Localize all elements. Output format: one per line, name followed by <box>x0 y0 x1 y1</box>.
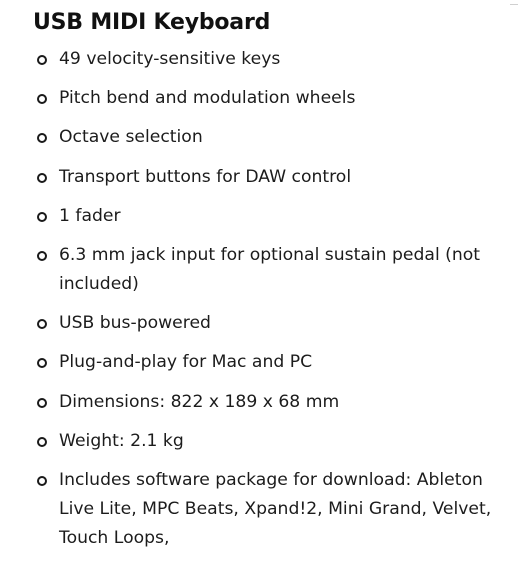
feature-item-weight <box>33 427 504 456</box>
feature-text: Pitch bend and modulation wheels <box>59 88 356 109</box>
feature-text: 1 fader <box>59 205 121 226</box>
feature-text: 6.3 mm jack input for optional sustain pedal (not included) <box>59 244 481 294</box>
feature-text: Octave selection <box>59 127 203 148</box>
feature-item-transport <box>33 163 504 192</box>
feature-item-octave <box>33 123 504 152</box>
feature-item-plug-and-play <box>33 348 504 377</box>
bullet-circle-icon <box>37 133 47 143</box>
feature-item-wheels <box>33 84 504 113</box>
feature-item-dimensions <box>33 388 504 417</box>
bullet-circle-icon <box>37 358 47 368</box>
feature-text: Dimensions: 822 x 189 x 68 mm <box>59 391 340 412</box>
feature-text: Weight: 2.1 kg <box>59 430 184 451</box>
feature-item-software <box>33 466 504 553</box>
bullet-circle-icon <box>37 437 47 447</box>
bullet-circle-icon <box>37 55 47 65</box>
feature-list <box>33 45 504 553</box>
bullet-circle-icon <box>37 212 47 222</box>
bullet-circle-icon <box>37 251 47 261</box>
bullet-circle-icon <box>37 398 47 408</box>
feature-item-bus-powered <box>33 309 504 338</box>
feature-text: USB bus-powered <box>59 313 211 334</box>
bullet-circle-icon <box>37 319 47 329</box>
feature-item-sustain-input <box>33 241 504 299</box>
feature-text: 49 velocity-sensitive keys <box>59 49 281 69</box>
bullet-circle-icon <box>37 173 47 183</box>
feature-text: Transport buttons for DAW control <box>59 166 352 187</box>
feature-item-keys <box>33 45 504 74</box>
feature-text: Includes software package for download: Ableton Live Lite, MPC Beats, Xpand!2, Mini Grand, Velvet, Touch Loops, <box>59 469 492 548</box>
feature-text: Plug-and-play for Mac and PC <box>59 352 313 373</box>
bullet-circle-icon <box>37 476 47 486</box>
product-title: USB MIDI Keyboard <box>33 10 271 35</box>
page-edge-divider <box>510 0 518 5</box>
feature-item-fader <box>33 202 504 231</box>
bullet-circle-icon <box>37 94 47 104</box>
